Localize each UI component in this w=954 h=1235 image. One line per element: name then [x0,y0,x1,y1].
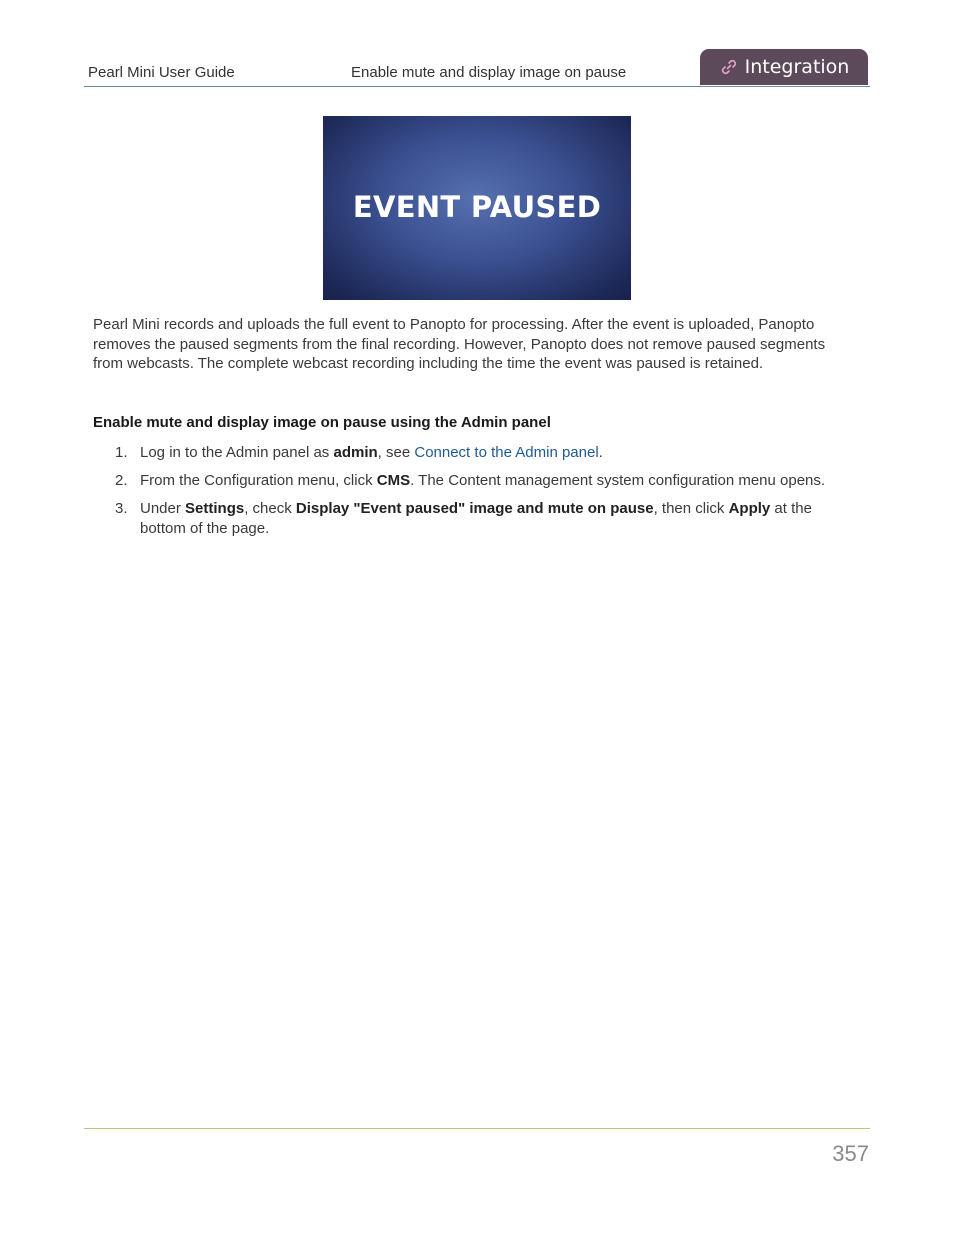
step-text: . [598,444,603,461]
step-text: , check [244,500,296,518]
step-text: , see [377,444,415,461]
step-bold: Apply [728,500,771,518]
connect-admin-panel-link[interactable]: Connect to the Admin panel [414,444,599,461]
step-item [93,499,853,538]
step-bold: CMS [376,472,411,490]
step-item [93,471,853,491]
step-text: Under [140,500,186,518]
footer-rule [84,1128,870,1129]
procedure-steps [93,443,853,547]
step-number: 1. [115,444,128,461]
event-paused-text: EVENT PAUSED [352,190,602,224]
header-guide-title: Pearl Mini User Guide [88,64,235,81]
step-number: 2. [115,472,128,490]
step-text: , then click [653,500,729,518]
event-paused-image [323,116,631,300]
header-topic-title: Enable mute and display image on pause [351,64,627,81]
step-bold: admin [333,444,378,461]
step-bold: Settings [185,500,245,518]
procedure-heading: Enable mute and display image on pause using the Admin panel [93,414,551,431]
step-item [93,443,853,463]
section-tab-label: Integration [744,56,850,78]
page-number: 357 [832,1141,869,1166]
step-text: From the Configuration menu, click [140,472,377,490]
section-tab[interactable] [700,49,868,85]
step-number: 3. [115,500,128,518]
header-rule [84,86,870,87]
step-text: at the bottom of the page. [140,500,812,538]
step-bold: Display "Event paused" image and mute on pause [295,500,654,518]
step-text: Log in to the Admin panel as [140,444,334,461]
step-text: . The Content management system configuration menu opens. [410,472,826,490]
link-icon [719,57,739,77]
intro-paragraph: Pearl Mini records and uploads the full event to Panopto for processing. After the event is uploaded, Panopto removes the paused segments from the final recording. However, Panopto does not remove paused segments from webcasts. The complete webcast recording including the time the event was paused is retained. [93,316,826,373]
